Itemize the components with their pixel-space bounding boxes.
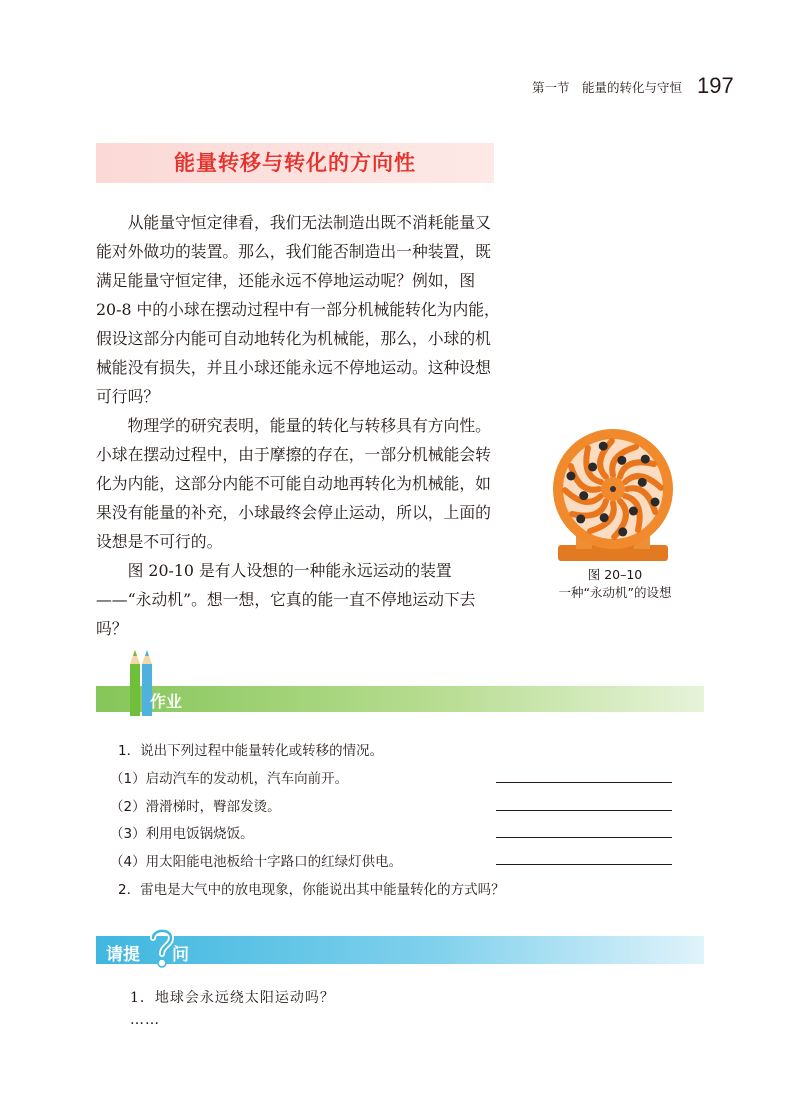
wheel-ball	[641, 455, 650, 464]
wheel-ball	[566, 471, 575, 480]
answer-blank-4[interactable]	[496, 864, 672, 865]
ask-question-title-right: 问	[172, 945, 189, 965]
wheel-ball	[588, 462, 597, 471]
homework-band	[96, 686, 704, 712]
ask-question-1: 1．地球会永远绕太阳运动吗？	[130, 990, 335, 1006]
wheel-ball	[617, 456, 626, 465]
wheel-ball	[618, 527, 627, 536]
section-title: 能量转移与转化的方向性	[174, 151, 416, 175]
paragraph-3: 图 20-10 是有人设想的一种能永远运动的装置——“永动机”。想一想，它真的能一直不停地运动下去吗？	[96, 561, 476, 638]
paragraph-2: 物理学的研究表明，能量的转化与转移具有方向性。小球在摆动过程中，由于摩擦的存在，一部分机械能会转化为内能，这部分内能不可能自动地再转化为机械能，如果没有能量的补充，小球最终会停止运动，所以，上面的设想是不可行的。	[96, 416, 491, 551]
body-text	[96, 208, 502, 643]
homework-question-1: 1．说出下列过程中能量转化或转移的情况。	[118, 743, 384, 759]
homework-title: 作业	[150, 692, 183, 711]
running-header: 第一节 能量的转化与守恒	[532, 80, 683, 95]
homework-question-2: 2．雷电是大气中的放电现象，你能说出其中能量转化的方式吗？	[118, 882, 505, 898]
ask-question-title-left: 请提	[106, 945, 140, 965]
perpetual-motion-wheel-figure	[538, 425, 688, 565]
wheel-ball	[651, 498, 660, 507]
wheel-ball	[576, 514, 585, 523]
wheel-ball	[599, 442, 608, 451]
answer-blank-1[interactable]	[496, 782, 672, 783]
wheel-ball	[579, 491, 588, 500]
homework-item-3: （3）利用电饭锅烧饭。	[110, 826, 254, 842]
paragraph-1: 从能量守恒定律看，我们无法制造出既不消耗能量又能对外做功的装置。那么，我们能否制造出一种装置，既满足能量守恒定律，还能永远不停地运动呢？例如，图 20-8 中的小球在摆动过程中有一部分机械能转化为内能，假设这部分内能可自动地转化为机械能，那么，小球的机械能没有损失，并且小球还能永远不停地运动。这种设想可行吗？	[96, 213, 500, 406]
wheel-axle	[610, 486, 616, 492]
homework-item-2: （2）滑滑梯时，臀部发烫。	[110, 799, 281, 815]
ask-ellipsis: ……	[130, 1012, 160, 1028]
figure-number: 图 20–10	[587, 567, 643, 582]
homework-item-1: （1）启动汽车的发动机，汽车向前开。	[110, 771, 349, 787]
page-number: 197	[697, 73, 734, 98]
figure-caption: 一种“永动机”的设想	[558, 585, 672, 600]
homework-item-4: （4）用太阳能电池板给十字路口的红绿灯供电。	[110, 854, 403, 870]
answer-blank-3[interactable]	[496, 837, 672, 838]
wheel-ball	[600, 513, 609, 522]
wheel-ball	[629, 507, 638, 516]
answer-blank-2[interactable]	[496, 810, 672, 811]
wheel-ball	[638, 478, 647, 487]
